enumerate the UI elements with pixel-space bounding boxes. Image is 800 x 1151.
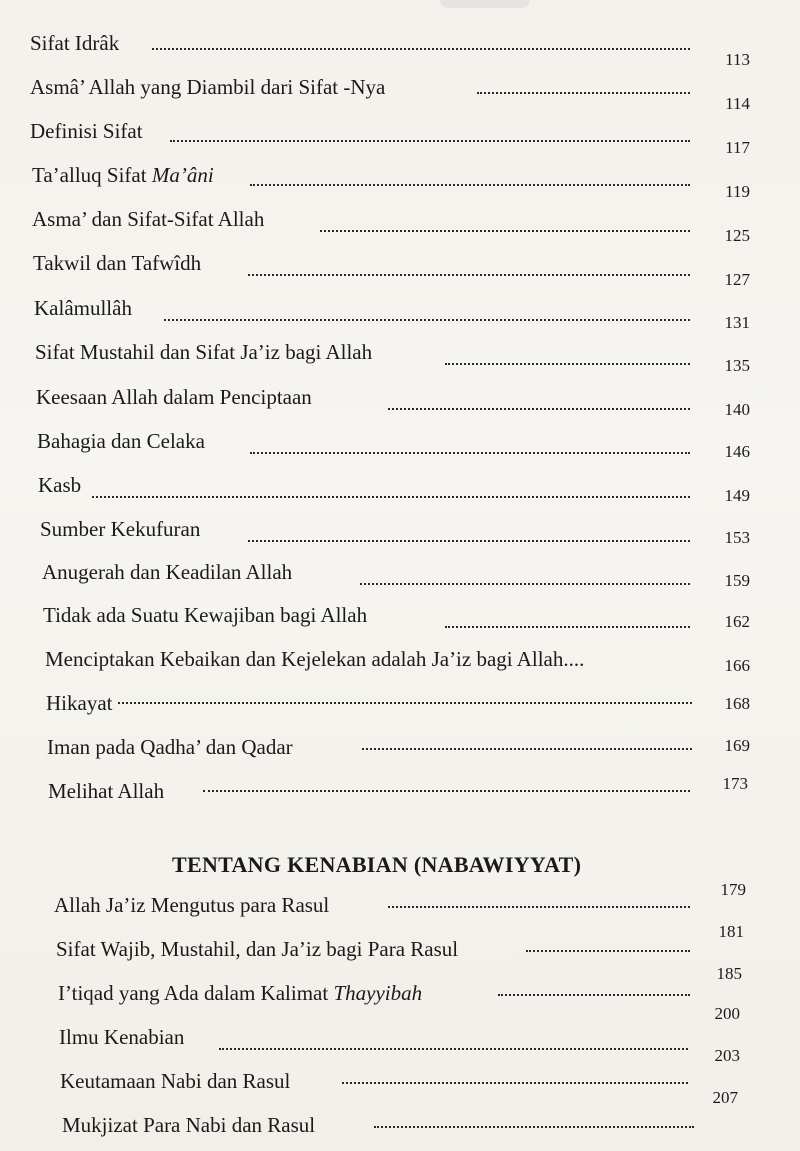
toc-entry — [32, 154, 750, 201]
toc-entry-page: 159 — [724, 571, 750, 590]
toc-entry — [40, 508, 750, 546]
toc-entry-page: 185 — [716, 964, 742, 983]
toc-entry — [38, 464, 750, 505]
toc-entry-title-italic: Thayyibah — [333, 981, 423, 1005]
toc-entry-page: 162 — [724, 612, 750, 631]
toc-entry-title: Definisi Sifat — [30, 119, 143, 143]
toc-entry-title — [32, 163, 214, 188]
toc-entry-title: Melihat Allah — [48, 779, 165, 803]
dot-leader — [248, 540, 690, 542]
dot-leader — [248, 274, 690, 276]
toc-entry — [36, 376, 750, 419]
dot-leader — [320, 230, 690, 232]
toc-entry — [30, 22, 750, 69]
toc-entry — [62, 1088, 738, 1142]
toc-entry — [32, 198, 750, 245]
toc-entry — [58, 964, 742, 1010]
toc-entry-page: 119 — [725, 182, 750, 201]
toc-entry — [45, 638, 750, 676]
toc-entry — [59, 1004, 740, 1054]
toc-entry-page: 135 — [724, 356, 750, 375]
toc-entry — [42, 551, 750, 589]
toc-entry-title: Kasb — [38, 473, 82, 497]
dot-leader — [219, 1048, 688, 1050]
dot-leader — [92, 496, 690, 498]
toc-entry-title: Sumber Kekufuran — [40, 517, 201, 541]
dot-leader — [250, 452, 690, 454]
toc-entry-title-text: Ta’alluq Sifat — [32, 163, 152, 187]
toc-entry-page: 146 — [724, 442, 750, 461]
dot-leader — [164, 319, 690, 321]
toc-entry-page: 149 — [724, 486, 750, 505]
toc-entry-title: Keesaan Allah dalam Penciptaan — [36, 385, 312, 409]
toc-entry — [60, 1046, 740, 1098]
toc-entry — [47, 726, 750, 764]
toc-entry — [30, 110, 750, 157]
dot-leader — [388, 408, 690, 410]
toc-entry-page: 168 — [724, 694, 750, 713]
toc-entry-page: 113 — [725, 50, 750, 69]
toc-entry-page: 169 — [724, 736, 750, 755]
dot-leader — [445, 626, 690, 628]
toc-entry-title-text: I’tiqad yang Ada dalam Kalimat — [58, 981, 334, 1005]
section-heading: TENTANG KENABIAN (NABAWIYYAT) — [172, 852, 582, 877]
toc-entry-title: Ilmu Kenabian — [59, 1025, 185, 1049]
toc-entry-page: 131 — [724, 313, 750, 332]
dot-leader — [362, 748, 692, 750]
dot-leader — [374, 1126, 694, 1128]
toc-entry-title: Hikayat — [46, 691, 113, 715]
dot-leader — [250, 184, 690, 186]
toc-entry-page: 200 — [714, 1004, 740, 1023]
dot-leader — [526, 950, 690, 952]
toc-entry — [43, 594, 750, 632]
toc-entry-page: 125 — [724, 226, 750, 245]
toc-entry-title — [58, 981, 422, 1006]
dot-leader — [342, 1082, 688, 1084]
toc-entry-page: 181 — [718, 922, 744, 941]
dot-leader — [203, 790, 690, 792]
toc-entry-page: 203 — [714, 1046, 740, 1065]
dot-leader — [445, 363, 690, 365]
toc-entry — [30, 66, 750, 113]
toc-entry-title: Anugerah dan Keadilan Allah — [42, 560, 293, 584]
toc-entry-title: Mukjizat Para Nabi dan Rasul — [62, 1113, 316, 1137]
toc-entry-page: 117 — [725, 138, 750, 157]
toc-entry — [37, 420, 750, 461]
dot-leader — [388, 906, 690, 908]
toc-entry-title-italic: Ma’âni — [151, 163, 214, 187]
dot-leader — [170, 140, 690, 142]
toc-entry-page: 179 — [720, 880, 746, 899]
toc-entry-title: Tidak ada Suatu Kewajiban bagi Allah — [43, 603, 368, 627]
toc-entry-title: Sifat Idrâk — [30, 31, 120, 55]
dot-leader — [118, 702, 692, 704]
toc-entry-page: 173 — [722, 774, 748, 793]
toc-entry — [48, 770, 748, 808]
toc-entry-page: 127 — [724, 270, 750, 289]
toc-entry-title: Kalâmullâh — [34, 296, 132, 320]
toc-entry-page: 207 — [712, 1088, 738, 1107]
toc-entry-title: Allah Ja’iz Mengutus para Rasul — [54, 893, 330, 917]
dot-leader — [152, 48, 690, 50]
dot-leader — [360, 583, 690, 585]
toc-entry-title: Iman pada Qadha’ dan Qadar — [47, 735, 293, 759]
toc-entry-page: 153 — [724, 528, 750, 547]
toc-entry — [54, 880, 746, 922]
toc-entry — [56, 922, 744, 966]
dot-leader — [477, 92, 690, 94]
toc-entry — [34, 287, 750, 332]
dot-leader — [498, 994, 690, 996]
toc-entry-title: Asma’ dan Sifat-Sifat Allah — [32, 207, 265, 231]
toc-entry — [35, 331, 750, 375]
toc-entry-title: Takwil dan Tafwîdh — [33, 251, 202, 275]
toc-entry-title: Sifat Mustahil dan Sifat Ja’iz bagi Allah — [35, 340, 373, 364]
toc-entry — [46, 682, 750, 720]
toc-entry-title: Asmâ’ Allah yang Diambil dari Sifat -Nya — [30, 75, 386, 99]
toc-entry-page: 114 — [725, 94, 750, 113]
toc-entry-page: 166 — [724, 656, 750, 675]
toc-entry-title: Menciptakan Kebaikan dan Kejelekan adalah Ja’iz bagi Allah.... — [45, 647, 585, 671]
toc-entry — [33, 242, 750, 289]
toc-entry-title: Bahagia dan Celaka — [37, 429, 205, 453]
toc-entry-title: Keutamaan Nabi dan Rasul — [60, 1069, 291, 1093]
toc-entry-page: 140 — [724, 400, 750, 419]
toc-entry-title: Sifat Wajib, Mustahil, dan Ja’iz bagi Para Rasul — [56, 937, 459, 961]
